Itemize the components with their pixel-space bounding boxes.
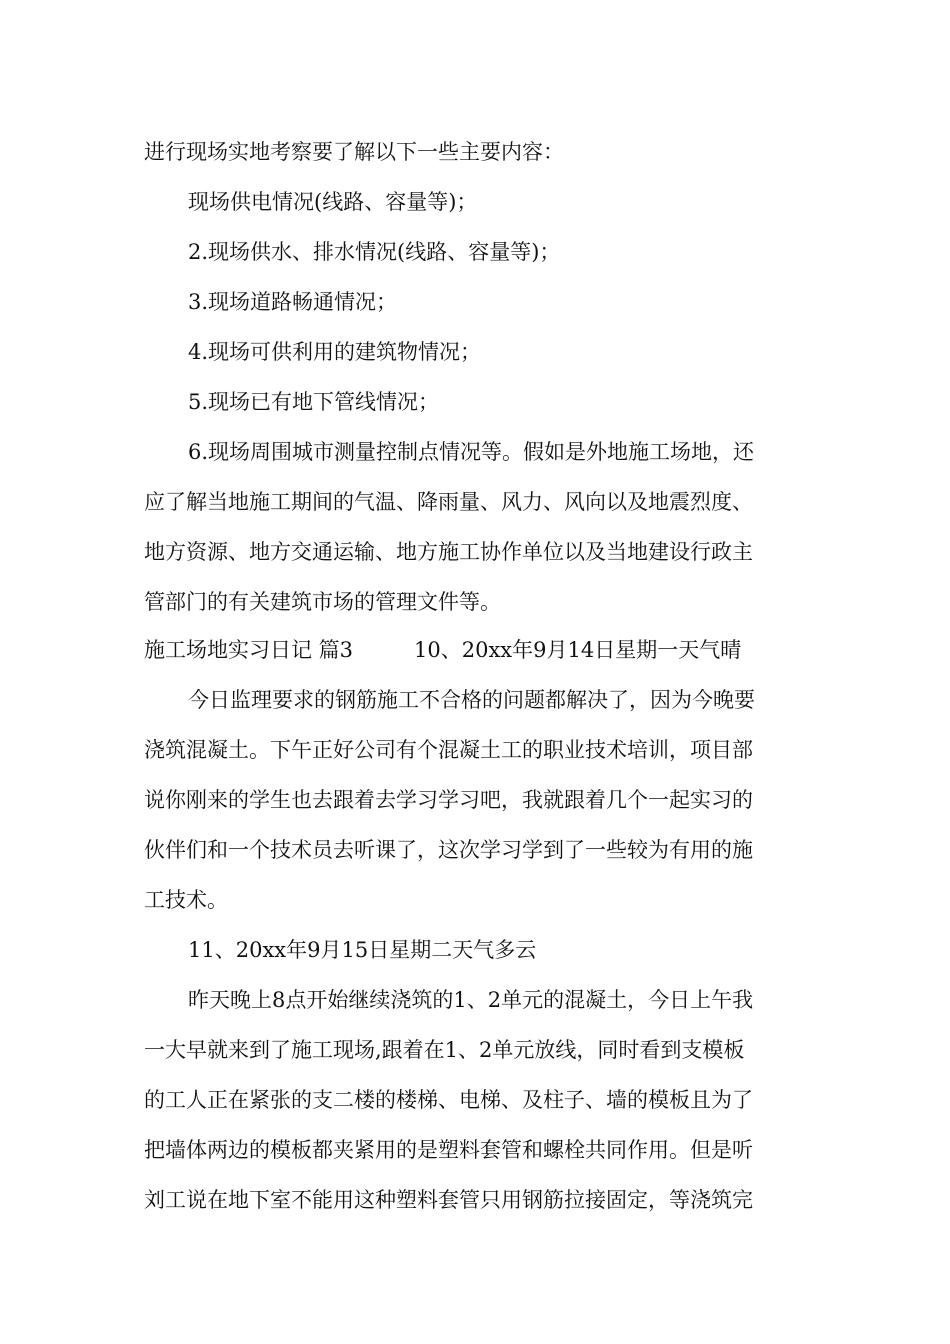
paragraph-line: 把墙体两边的模板都夹紧用的是塑料套管和螺栓共同作用。但是听 [144,1138,753,1162]
section-title: 施工场地实习日记 篇3 [144,638,354,662]
paragraph-line: 一大早就来到了施工现场,跟着在1、2单元放线，同时看到支模板 [144,1038,745,1062]
entry-heading: 10、20xx年9月14日星期一天气晴 [414,638,742,662]
paragraph-line: 的工人正在紧张的支二楼的楼梯、电梯、及柱子、墙的模板且为了 [144,1088,753,1112]
list-item: 3.现场道路畅通情况； [188,290,398,314]
intro-line: 进行现场实地考察要了解以下一些主要内容： [144,140,564,164]
paragraph-line: 昨天晚上8点开始继续浇筑的1、2单元的混凝土，今日上午我 [188,988,754,1012]
paragraph-line: 6.现场周围城市测量控制点情况等。假如是外地施工场地，还 [188,440,755,464]
paragraph-line: 浇筑混凝土。下午正好公司有个混凝土工的职业技术培训，项目部 [144,738,753,762]
paragraph-line: 地方资源、地方交通运输、地方施工协作单位以及当地建设行政主 [144,540,753,564]
paragraph-line: 伙伴们和一个技术员去听课了，这次学习学到了一些较为有用的施 [144,838,753,862]
paragraph-line: 说你刚来的学生也去跟着去学习学习吧，我就跟着几个一起实习的 [144,788,753,812]
list-item: 2.现场供水、排水情况(线路、容量等)； [188,240,561,264]
paragraph-line: 管部门的有关建筑市场的管理文件等。 [144,590,501,614]
list-item: 4.现场可供利用的建筑物情况； [188,340,482,364]
paragraph-line: 刘工说在地下室不能用这种塑料套管只用钢筋拉接固定，等浇筑完 [144,1188,753,1212]
entry-heading: 11、20xx年9月15日星期二天气多云 [188,938,537,962]
paragraph-line: 应了解当地施工期间的气温、降雨量、风力、风向以及地震烈度、 [144,490,753,514]
paragraph-line: 工技术。 [144,888,228,912]
list-item: 现场供电情况(线路、容量等)； [188,190,478,214]
list-item: 5.现场已有地下管线情况； [188,390,440,414]
paragraph-line: 今日监理要求的钢筋施工不合格的问题都解决了，因为今晚要 [188,688,755,712]
